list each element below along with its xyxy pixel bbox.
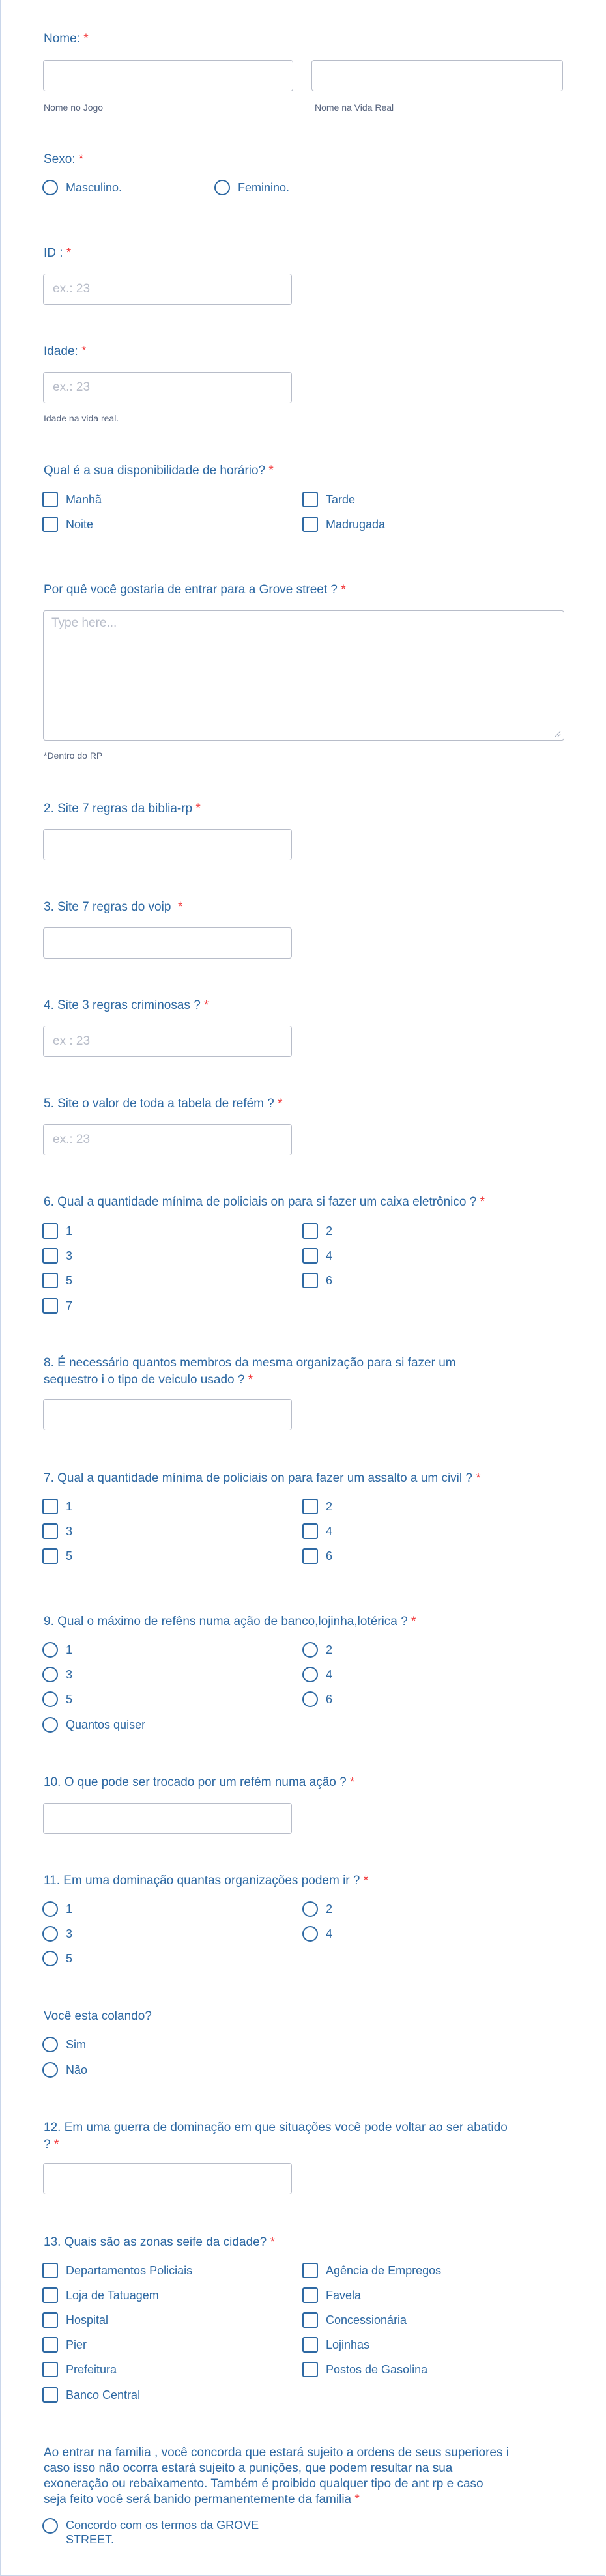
q13-checkbox-pier[interactable]: Pier bbox=[42, 2337, 87, 2353]
why-textarea[interactable]: Type here... bbox=[43, 610, 564, 741]
sex-label: Sexo: * bbox=[44, 152, 84, 166]
checkbox-icon bbox=[42, 1248, 58, 1264]
q5-label: 5. Site o valor de toda a tabela de refém ? * bbox=[44, 1097, 283, 1111]
id-label: ID : * bbox=[44, 246, 72, 260]
q3-label: 3. Site 7 regras do voip * bbox=[44, 900, 183, 914]
q11-radio-2[interactable]: 2 bbox=[302, 1901, 332, 1917]
checkbox-icon bbox=[302, 1248, 318, 1264]
radio-icon bbox=[42, 1642, 58, 1658]
q11-radio-1[interactable]: 1 bbox=[42, 1901, 72, 1917]
radio-male[interactable]: Masculino. bbox=[42, 180, 122, 195]
real-name-input[interactable] bbox=[311, 60, 563, 91]
checkbox-icon bbox=[302, 2287, 318, 2303]
q6-checkbox-4[interactable]: 4 bbox=[302, 1248, 332, 1264]
q6-checkbox-5[interactable]: 5 bbox=[42, 1273, 72, 1288]
age-label: Idade: * bbox=[44, 345, 87, 358]
checkbox-icon bbox=[302, 1523, 318, 1539]
radio-icon bbox=[302, 1926, 318, 1942]
checkbox-icon bbox=[42, 2263, 58, 2278]
checkbox-icon bbox=[42, 1273, 58, 1288]
id-input[interactable]: ex.: 23 bbox=[43, 274, 292, 305]
checkbox-icon bbox=[302, 2362, 318, 2377]
radio-icon bbox=[42, 1667, 58, 1682]
q9-label: 9. Qual o máximo de refêns numa ação de banco,lojinha,lotérica ? * bbox=[44, 1615, 416, 1628]
q9-radio-2[interactable]: 2 bbox=[302, 1642, 332, 1658]
q9-radio-6[interactable]: 6 bbox=[302, 1691, 332, 1707]
q13-checkbox-gas[interactable]: Postos de Gasolina bbox=[302, 2362, 427, 2377]
checkbox-icon bbox=[42, 2387, 58, 2403]
q3-input[interactable] bbox=[43, 927, 292, 959]
checkbox-icon bbox=[42, 492, 58, 507]
q7-checkbox-1[interactable]: 1 bbox=[42, 1499, 72, 1514]
checkbox-icon bbox=[42, 1523, 58, 1539]
radio-icon bbox=[214, 180, 230, 195]
q7-checkbox-4[interactable]: 4 bbox=[302, 1523, 332, 1539]
q9-radio-4[interactable]: 4 bbox=[302, 1667, 332, 1682]
q4-label: 4. Site 3 regras criminosas ? * bbox=[44, 998, 209, 1012]
q9-radio-3[interactable]: 3 bbox=[42, 1667, 72, 1682]
terms-text: Ao entrar na familia , você concorda que estará sujeito a ordens de seus superiores i caso isso não ocorra estará sujeito a punições, que podem resultar na sua exoneração ou rebaixamento. Também é proibido qualquer tipo de ant rp e caso seja feito você será banido permanentemente da familia * bbox=[44, 2446, 509, 2506]
q2-input[interactable] bbox=[43, 829, 292, 860]
radio-icon bbox=[42, 2037, 58, 2052]
age-sublabel: Idade na vida real. bbox=[44, 413, 119, 423]
age-input[interactable]: ex.: 23 bbox=[43, 372, 292, 403]
checkbox-icon bbox=[42, 517, 58, 532]
q7-label: 7. Qual a quantidade mínima de policiais on para fazer um assalto a um civil ? * bbox=[44, 1471, 481, 1485]
why-label: Por quê você gostaria de entrar para a Grove street ? * bbox=[44, 583, 346, 597]
game-name-input[interactable] bbox=[43, 60, 293, 91]
checkbox-icon bbox=[302, 2337, 318, 2353]
q13-label: 13. Quais são as zonas seife da cidade? * bbox=[44, 2235, 275, 2249]
q13-checkbox-favela[interactable]: Favela bbox=[302, 2287, 361, 2303]
q13-checkbox-hospital[interactable]: Hospital bbox=[42, 2312, 108, 2328]
checkbox-manha[interactable]: Manhã bbox=[42, 492, 102, 507]
cheat-radio-yes[interactable]: Sim bbox=[42, 2037, 86, 2052]
checkbox-noite[interactable]: Noite bbox=[42, 517, 93, 532]
q9-radio-any[interactable]: Quantos quiser bbox=[42, 1717, 145, 1733]
q5-input[interactable]: ex.: 23 bbox=[43, 1124, 292, 1155]
checkbox-icon bbox=[302, 517, 318, 532]
checkbox-icon bbox=[42, 2312, 58, 2328]
radio-icon bbox=[42, 1951, 58, 1966]
cheat-radio-no[interactable]: Não bbox=[42, 2062, 87, 2078]
radio-icon bbox=[42, 1691, 58, 1707]
resize-grip-icon[interactable] bbox=[555, 731, 561, 737]
q13-checkbox-bank[interactable]: Banco Central bbox=[42, 2387, 140, 2403]
availability-label: Qual é a sua disponibilidade de horário? * bbox=[44, 464, 274, 477]
checkbox-icon bbox=[42, 1298, 58, 1314]
checkbox-icon bbox=[42, 1223, 58, 1239]
name-label: Nome: * bbox=[44, 32, 89, 46]
radio-icon bbox=[42, 1901, 58, 1917]
checkbox-icon bbox=[302, 2263, 318, 2278]
checkbox-icon bbox=[302, 1499, 318, 1514]
checkbox-icon bbox=[42, 2337, 58, 2353]
terms-agree-radio[interactable]: Concordo com os termos da GROVE STREET. bbox=[42, 2518, 259, 2547]
q6-checkbox-6[interactable]: 6 bbox=[302, 1273, 332, 1288]
q6-label: 6. Qual a quantidade mínima de policiais on para si fazer um caixa eletrônico ? * bbox=[44, 1195, 485, 1209]
why-sublabel: *Dentro do RP bbox=[44, 750, 103, 761]
q10-label: 10. O que pode ser trocado por um refém numa ação ? * bbox=[44, 1776, 355, 1789]
q11-radio-5[interactable]: 5 bbox=[42, 1951, 72, 1966]
q6-checkbox-1[interactable]: 1 bbox=[42, 1223, 72, 1239]
real-name-sublabel: Nome na Vida Real bbox=[315, 102, 394, 113]
game-name-sublabel: Nome no Jogo bbox=[44, 102, 104, 113]
q13-checkbox-jobs[interactable]: Agência de Empregos bbox=[302, 2263, 441, 2278]
radio-icon bbox=[42, 1717, 58, 1733]
q11-radio-3[interactable]: 3 bbox=[42, 1926, 72, 1942]
q7-checkbox-2[interactable]: 2 bbox=[302, 1499, 332, 1514]
q6-checkbox-3[interactable]: 3 bbox=[42, 1248, 72, 1264]
q13-checkbox-police[interactable]: Departamentos Policiais bbox=[42, 2263, 192, 2278]
q11-label: 11. Em uma dominação quantas organizações podem ir ? * bbox=[44, 1874, 369, 1888]
q13-checkbox-cityhall[interactable]: Prefeitura bbox=[42, 2362, 117, 2377]
q13-checkbox-tattoo[interactable]: Loja de Tatuagem bbox=[42, 2287, 159, 2303]
checkbox-icon bbox=[302, 1273, 318, 1288]
radio-icon bbox=[302, 1667, 318, 1682]
checkbox-icon bbox=[302, 1223, 318, 1239]
q7-checkbox-5[interactable]: 5 bbox=[42, 1548, 72, 1564]
checkbox-icon bbox=[302, 2312, 318, 2328]
q2-label: 2. Site 7 regras da biblia-rp * bbox=[44, 802, 201, 815]
radio-icon bbox=[42, 1926, 58, 1942]
q13-checkbox-shops[interactable]: Lojinhas bbox=[302, 2337, 369, 2353]
q6-checkbox-2[interactable]: 2 bbox=[302, 1223, 332, 1239]
checkbox-icon bbox=[302, 492, 318, 507]
radio-icon bbox=[302, 1901, 318, 1917]
q8-input[interactable] bbox=[43, 1399, 292, 1430]
checkbox-icon bbox=[42, 1499, 58, 1514]
checkbox-icon bbox=[42, 2287, 58, 2303]
checkbox-icon bbox=[302, 1548, 318, 1564]
q9-radio-1[interactable]: 1 bbox=[42, 1642, 72, 1658]
q9-radio-5[interactable]: 5 bbox=[42, 1691, 72, 1707]
checkbox-icon bbox=[42, 1548, 58, 1564]
q7-checkbox-3[interactable]: 3 bbox=[42, 1523, 72, 1539]
cheat-label: Você esta colando? bbox=[44, 2009, 152, 2023]
radio-female[interactable]: Feminino. bbox=[214, 180, 289, 195]
radio-icon bbox=[302, 1642, 318, 1658]
q10-input[interactable] bbox=[43, 1803, 292, 1834]
radio-icon bbox=[302, 1691, 318, 1707]
radio-icon bbox=[42, 2062, 58, 2078]
q4-input[interactable]: ex : 23 bbox=[43, 1026, 292, 1057]
q8-label: 8. É necessário quantos membros da mesma organização para si fazer um sequestro i o tipo de veiculo usado ? * bbox=[44, 1356, 456, 1387]
q12-input[interactable] bbox=[43, 2163, 292, 2194]
checkbox-madrugada[interactable]: Madrugada bbox=[302, 517, 385, 532]
q7-checkbox-6[interactable]: 6 bbox=[302, 1548, 332, 1564]
q6-checkbox-7[interactable]: 7 bbox=[42, 1298, 72, 1314]
radio-icon bbox=[42, 180, 58, 195]
q11-radio-4[interactable]: 4 bbox=[302, 1926, 332, 1942]
q13-checkbox-dealership[interactable]: Concessionária bbox=[302, 2312, 407, 2328]
q12-label: 12. Em uma guerra de dominação em que situações você pode voltar ao ser abatido ? * bbox=[44, 2121, 508, 2151]
radio-icon bbox=[42, 2518, 58, 2534]
checkbox-icon bbox=[42, 2362, 58, 2377]
checkbox-tarde[interactable]: Tarde bbox=[302, 492, 355, 507]
